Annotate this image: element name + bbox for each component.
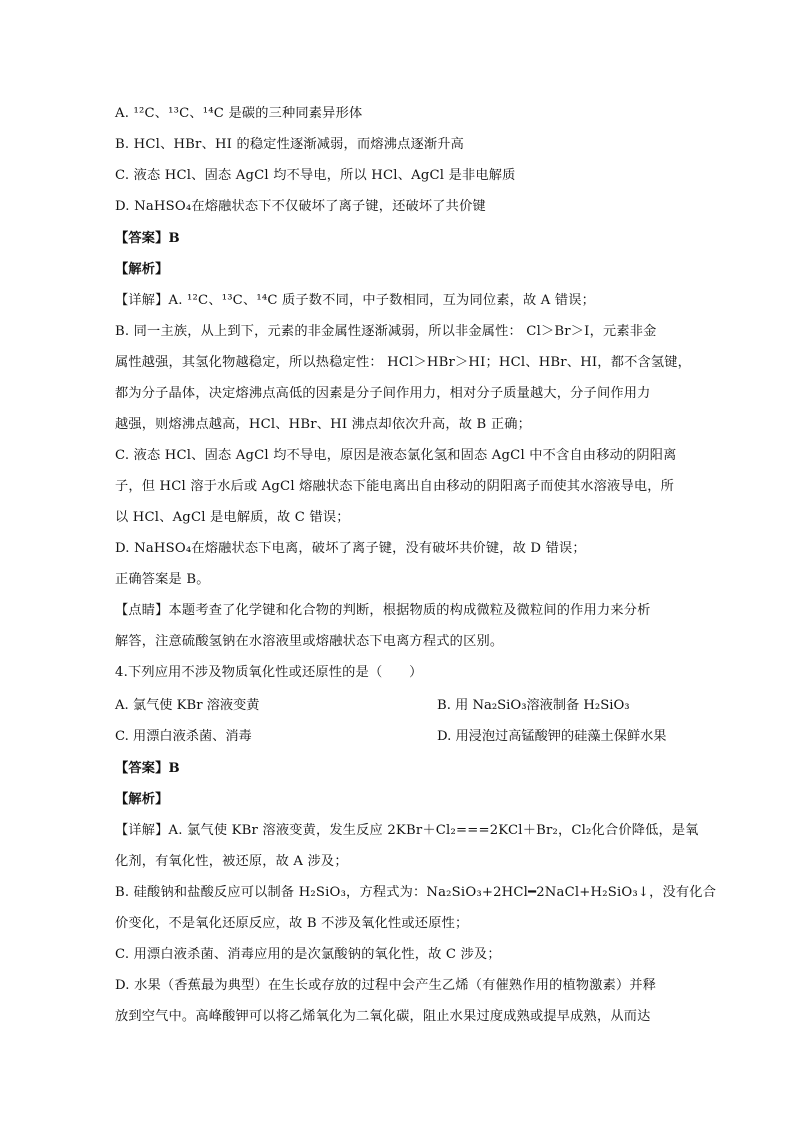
correct-answer-line: 正确答案是 B。 xyxy=(115,572,210,587)
detail-line: B. 硅酸钠和盐酸反应可以制备 H₂SiO₃，方程式为：Na₂SiO₃+2HCl━2NaCl+H₂SiO₃↓，没有化合 xyxy=(115,885,717,900)
detail-line: 越强，则熔沸点越高，HCl、HBr、HI 沸点却依次升高，故 B 正确； xyxy=(115,417,531,432)
detail-line: 放到空气中。高峰酸钾可以将乙烯氧化为二氧化碳，阻止水果过度成熟或提早成熟，从而达 xyxy=(115,1009,651,1024)
tip-line: 【点睛】本题考查了化学键和化合物的判断，根据物质的构成微粒及微粒间的作用力来分析 xyxy=(115,603,651,618)
detail-line: C. 液态 HCl、固态 AgCl 均不导电，原因是液态氯化氢和固态 AgCl 中不含自由移动的阴阳离 xyxy=(115,448,677,463)
detail-line: D. NaHSO₄在熔融状态下电离，破坏了离子键，没有破坏共价键，故 D 错误； xyxy=(115,541,586,556)
detail-line: 【详解】A. 氯气使 KBr 溶液变黄，发生反应 2KBr＋Cl₂===2KCl＋Br₂，Cl₂化合价降低，是氧 xyxy=(115,823,699,838)
detail-line: 以 HCl、AgCl 是电解质，故 C 错误； xyxy=(115,510,350,525)
q4-option-a: A. 氯气使 KBr 溶液变黄 xyxy=(115,698,260,713)
detail-line: 属性越强，其氢化物越稳定，所以热稳定性： HCl＞HBr＞HI；HCl、HBr、HI，都不含氢键， xyxy=(115,355,692,370)
question-4-stem: 4.下列应用不涉及物质氧化性或还原性的是（ ） xyxy=(115,665,423,680)
detail-line: 【详解】A. ¹²C、¹³C、¹⁴C 质子数不同，中子数相同，互为同位素，故 A 错误； xyxy=(115,293,596,308)
analysis-label: 【解析】 xyxy=(115,792,169,807)
detail-line: 子，但 HCl 溶于水后或 AgCl 熔融状态下能电离出自由移动的阴阳离子而使其水溶液导电，所 xyxy=(115,479,674,494)
tip-line: 解答，注意硫酸氢钠在水溶液里或熔融状态下电离方程式的区别。 xyxy=(115,634,504,649)
detail-line: 化剂，有氧化性，被还原，故 A 涉及； xyxy=(115,854,348,869)
q4-option-b: B. 用 Na₂SiO₃溶液制备 H₂SiO₃ xyxy=(437,698,630,713)
detail-line: D. 水果（香蕉最为典型）在生长或存放的过程中会产生乙烯（有催熟作用的植物激素）并释 xyxy=(115,978,657,993)
detail-line: 价变化，不是氧化还原反应，故 B 不涉及氧化性或还原性； xyxy=(115,916,469,931)
option-c-text: C. 液态 HCl、固态 AgCl 均不导电，所以 HCl、AgCl 是非电解质 xyxy=(115,168,516,183)
answer-label: 【答案】B xyxy=(115,761,180,776)
option-a-text: A. ¹²C、¹³C、¹⁴C 是碳的三种同素异形体 xyxy=(115,106,363,121)
option-b-text: B. HCl、HBr、HI 的稳定性逐渐减弱，而熔沸点逐渐升高 xyxy=(115,137,465,152)
detail-line: B. 同一主族，从上到下，元素的非金属性逐渐减弱，所以非金属性： Cl＞Br＞I，元素非金 xyxy=(115,324,657,339)
answer-label: 【答案】B xyxy=(115,231,180,246)
q4-option-d: D. 用浸泡过高锰酸钾的硅藻土保鲜水果 xyxy=(437,729,667,744)
q4-option-c: C. 用漂白液杀菌、消毒 xyxy=(115,729,252,744)
option-d-text: D. NaHSO₄在熔融状态下不仅破坏了离子键，还破坏了共价键 xyxy=(115,199,486,214)
detail-line: 都为分子晶体，决定熔沸点高低的因素是分子间作用力，相对分子质量越大，分子间作用力 xyxy=(115,386,651,401)
detail-line: C. 用漂白液杀菌、消毒应用的是次氯酸钠的氧化性，故 C 涉及； xyxy=(115,947,501,962)
analysis-label: 【解析】 xyxy=(115,262,169,277)
